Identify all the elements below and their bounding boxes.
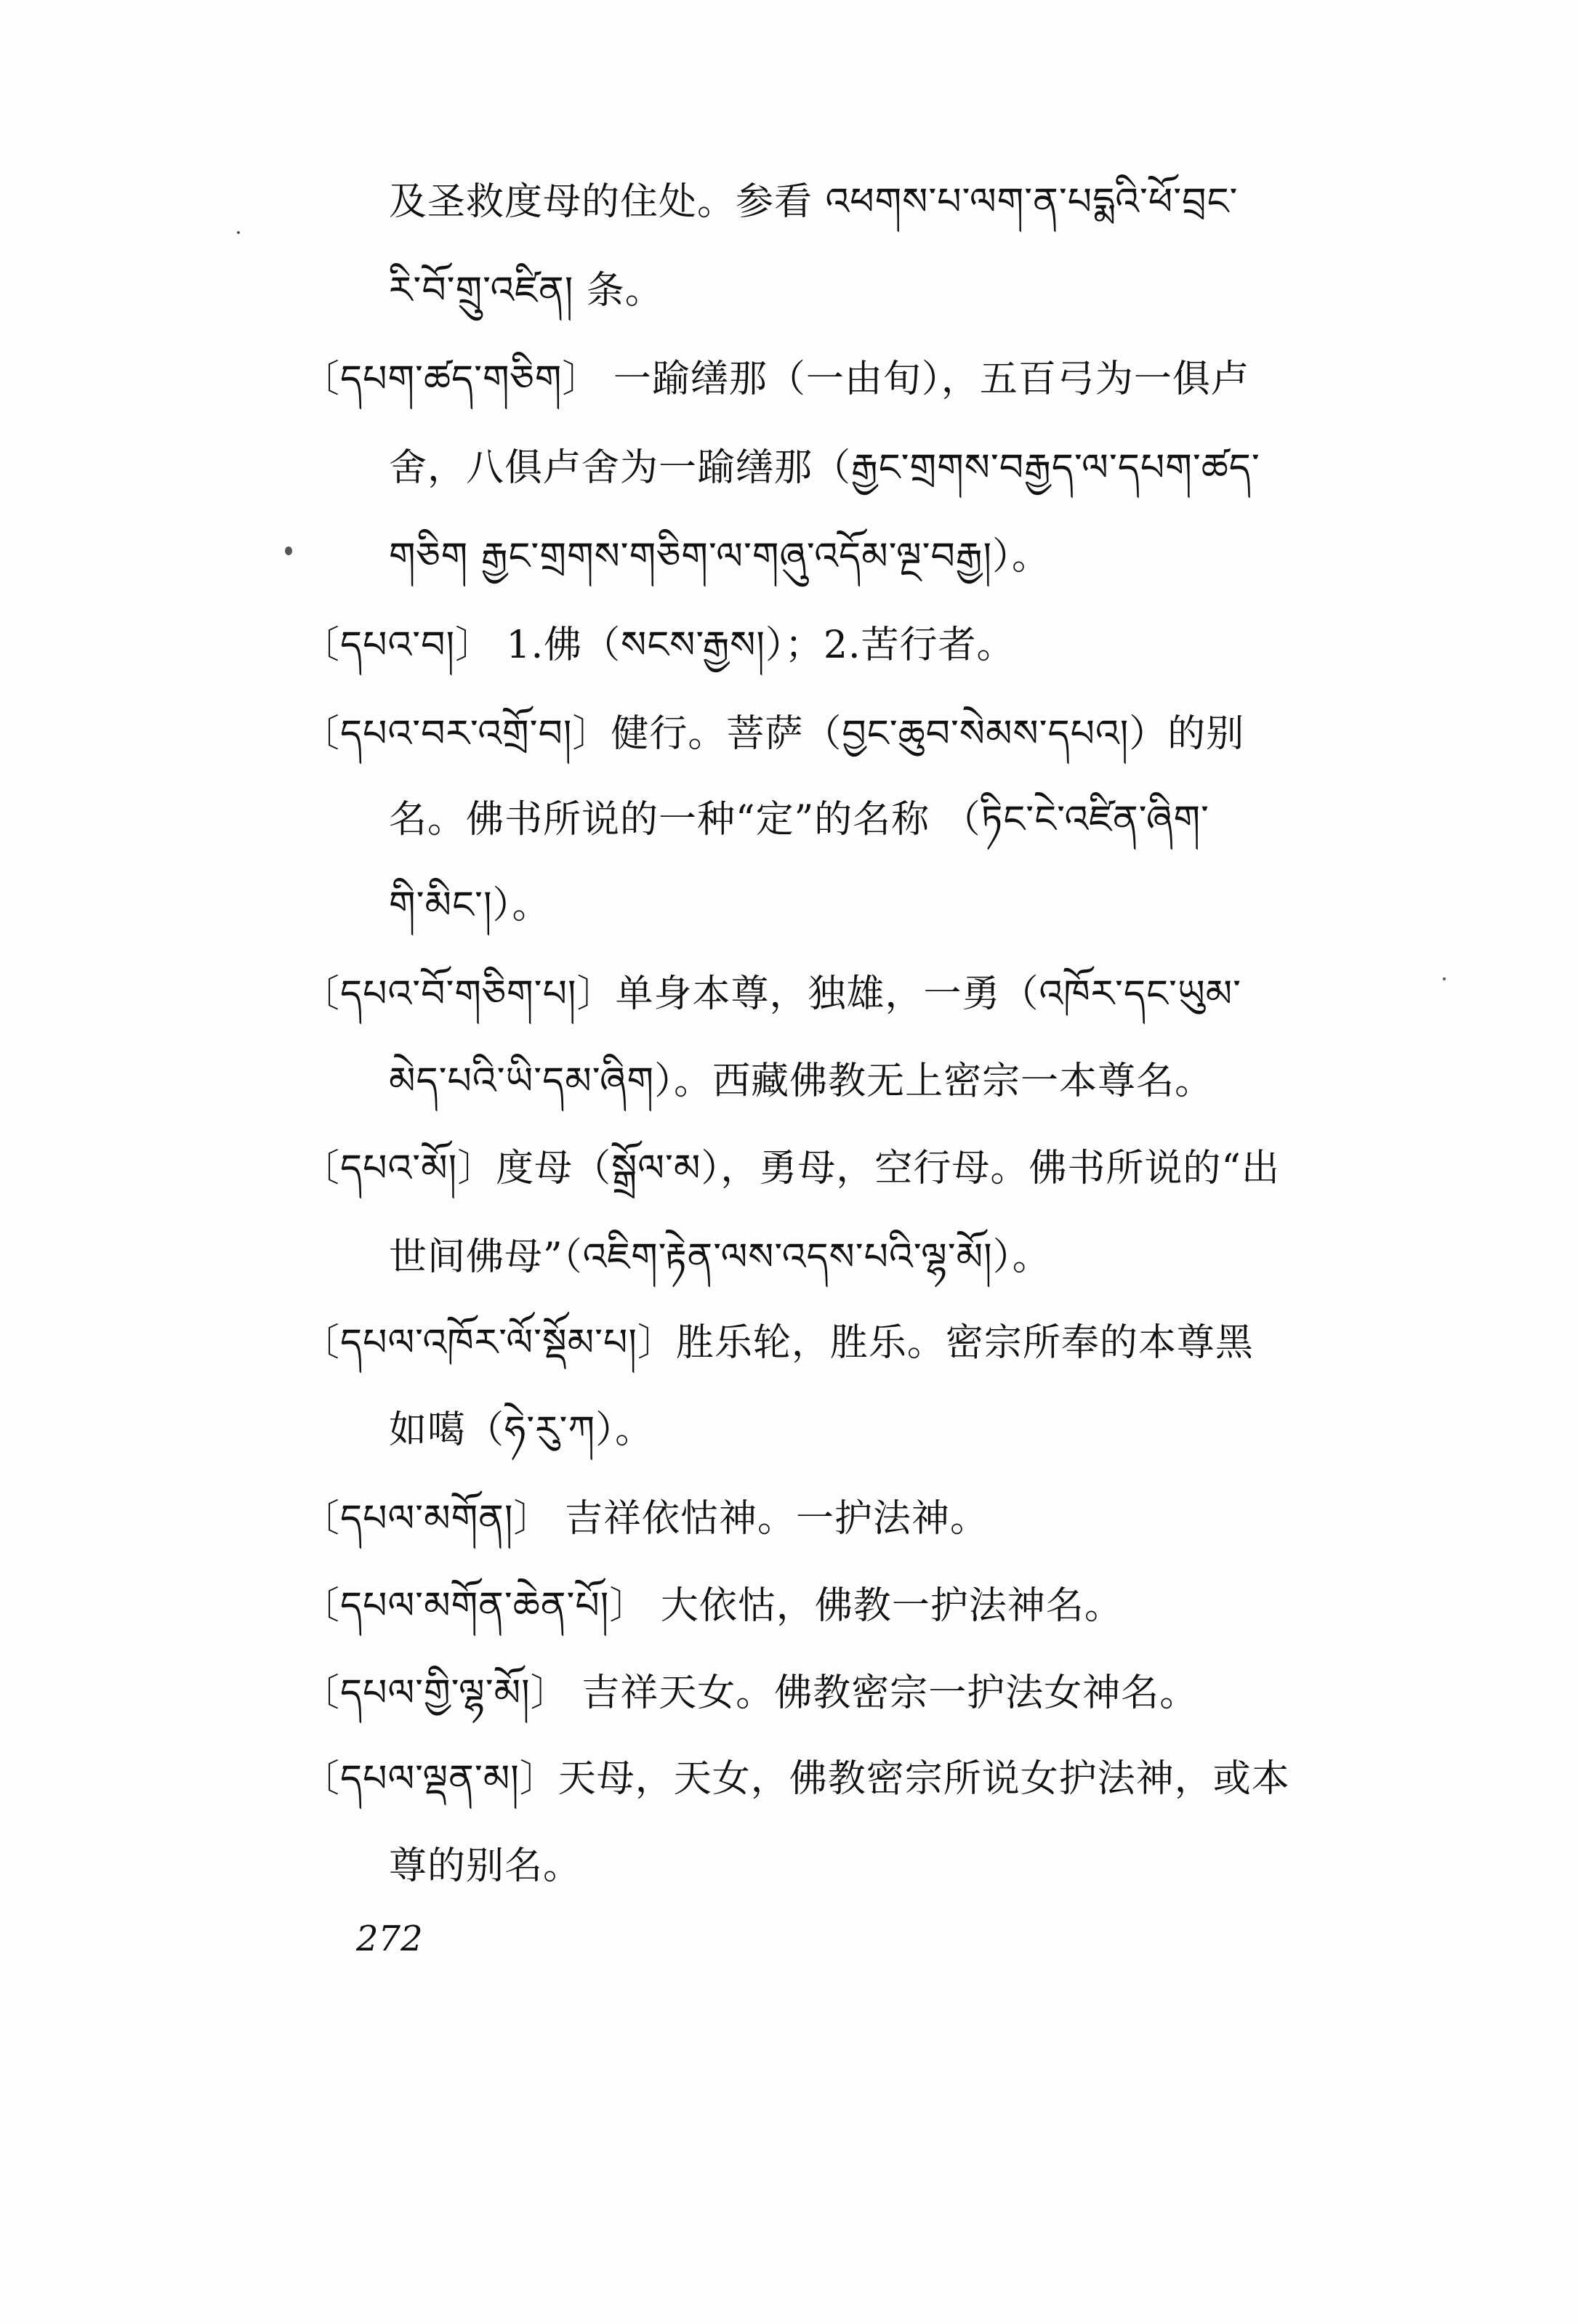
text-line: རི་བོ་གྲུ་འཛིན། 条。 bbox=[389, 269, 664, 312]
entry-line: 〔དཔལ་གྱི་ལྷ་མོ།〕 吉祥天女。佛教密宗一护法女神名。 bbox=[302, 1671, 1199, 1715]
text-line: 名。佛书所说的一种“定”的名称 （ཏིང་ངེ་འཛིན་ཞིག་ bbox=[389, 798, 1209, 842]
scan-speck bbox=[1443, 977, 1446, 980]
page-number: 272 bbox=[356, 1918, 423, 1959]
text-line: 世间佛母”（འཇིག་རྟེན་ལས་འདས་པའི་ལྷ་མོ།）。 bbox=[389, 1235, 1051, 1279]
entry-line: 〔དཔལ་ལྡན་མ།〕天母，天女，佛教密宗所说女护法神，或本 bbox=[302, 1757, 1290, 1801]
entry-line: 〔དཔལ་མགོན།〕 吉祥依怙神。一护法神。 bbox=[302, 1497, 989, 1541]
text-line: 如噶（ཧེ་རུ་ཀ）。 bbox=[389, 1408, 654, 1452]
text-line: 尊的别名。 bbox=[389, 1844, 582, 1888]
entry-line: 〔དཔའ་མོ།〕度母（སྒྲོལ་མ），勇母，空行母。佛书所说的“出 bbox=[302, 1147, 1280, 1190]
text-line: གི་མིང་།）。 bbox=[389, 884, 551, 927]
scan-speck bbox=[285, 546, 292, 555]
text-line: 舍，八俱卢舍为一踰缮那（རྒྱང་གྲགས་བརྒྱད་ལ་དཔག་ཚད་ bbox=[389, 446, 1260, 490]
scan-speck bbox=[237, 231, 240, 234]
text-line: མེད་པའི་ཡི་དམ་ཞིག）。西藏佛教无上密宗一本尊名。 bbox=[389, 1060, 1214, 1103]
entry-line: 〔དཔག་ཚད་གཅིག〕 一踰缮那（一由旬），五百弓为一俱卢 bbox=[302, 358, 1249, 401]
entry-line: 〔དཔལ་མགོན་ཆེན་པོ།〕 大依怙，佛教一护法神名。 bbox=[302, 1584, 1123, 1628]
entry-line: 〔དཔའ་བ།〕 1.佛（སངས་རྒྱས།）；2.苦行者。 bbox=[302, 624, 1015, 667]
entry-line: 〔དཔལ་འཁོར་ལོ་སྡོམ་པ།〕胜乐轮，胜乐。密宗所奉的本尊黑 bbox=[302, 1321, 1254, 1365]
text-line: གཅིག རྒྱང་གྲགས་གཅིག་ལ་གཞུ་འདོམ་ལྔ་བརྒྱ།）。 bbox=[389, 535, 1051, 578]
text-line: 及圣救度母的住处。参看 འཕགས་པ་ལག་ན་པདྨའི་ཕོ་བྲང་ bbox=[389, 180, 1239, 224]
entry-line: 〔དཔའ་བོ་གཅིག་པ།〕单身本尊，独雄，一勇（འཁོར་དང་ཡུམ་ bbox=[302, 972, 1242, 1016]
entry-line: 〔དཔའ་བར་འགྲོ་བ།〕健行。菩萨（བྱང་ཆུབ་སེམས་དཔའ།）的别 bbox=[302, 712, 1245, 756]
